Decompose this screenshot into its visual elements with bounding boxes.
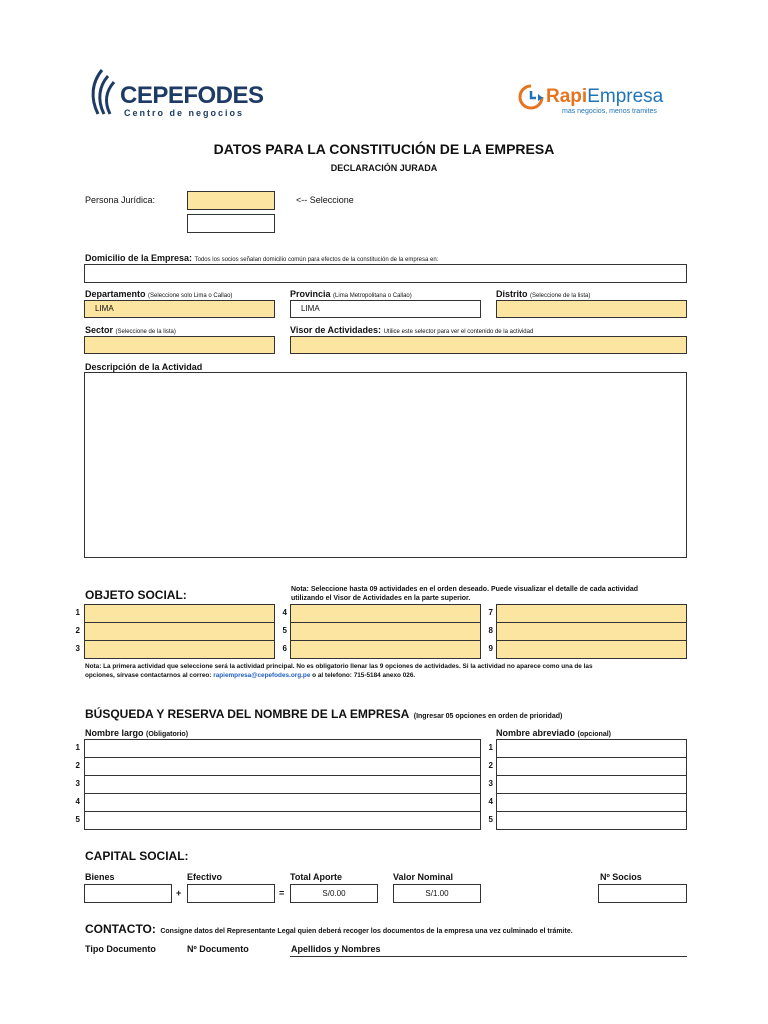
sector-select[interactable] <box>84 336 275 354</box>
busqueda-heading <box>85 705 562 723</box>
bienes-input[interactable] <box>84 884 172 903</box>
nombre-number: 2 <box>488 761 493 770</box>
objeto-actividad-4[interactable] <box>290 604 481 623</box>
efectivo-input[interactable] <box>187 884 275 903</box>
valor-nominal-value: S/1.00 <box>393 884 481 903</box>
contacto-heading-text: CONTACTO: <box>85 922 156 936</box>
rapiempresa-tagline: mas negocios, menos tramites <box>562 108 657 115</box>
provincia-select[interactable]: LIMA <box>290 300 481 318</box>
sector-hint: (Seleccione de la lista) <box>115 329 176 335</box>
nombre-largo-input-5[interactable] <box>84 811 481 830</box>
busqueda-hint: (Ingresar 05 opciones en orden de prioridad) <box>413 713 563 720</box>
objeto-footnote-line-2 <box>85 671 685 680</box>
objeto-actividad-5[interactable] <box>290 622 481 641</box>
visor-hint: Utilice este selector para ver el contenido de la actividad <box>383 329 534 335</box>
persona-juridica-label: Persona Jurídica: <box>85 195 156 205</box>
nombre-number: 1 <box>75 743 80 752</box>
objeto-number: 5 <box>282 626 287 635</box>
domicilio-label-text: Domicilio de la Empresa: <box>85 253 193 263</box>
nombre-largo-input-3[interactable] <box>84 775 481 794</box>
persona-juridica-detail[interactable] <box>187 214 275 233</box>
contacto-divider <box>290 956 687 957</box>
valor-nominal-label: Valor Nominal <box>393 872 454 882</box>
nombre-abreviado-input-3[interactable] <box>496 775 687 794</box>
objeto-actividad-8[interactable] <box>496 622 687 641</box>
nombre-number: 2 <box>75 761 80 770</box>
total-aporte-label: Total Aporte <box>290 872 342 882</box>
capital-social-heading: CAPITAL SOCIAL: <box>85 849 189 863</box>
objeto-actividad-2[interactable] <box>84 622 275 641</box>
nombre-largo-label <box>85 728 188 738</box>
rapiempresa-logo <box>518 82 688 122</box>
persona-juridica-hint: <-- Seleccione <box>296 195 354 205</box>
sector-label-text: Sector <box>85 325 114 335</box>
objeto-footnote-phone: o al telefono: 715-5184 anexo 026. <box>310 672 416 679</box>
total-aporte-value: S/0.00 <box>290 884 378 903</box>
descripcion-label: Descripción de la Actividad <box>85 362 203 372</box>
objeto-actividad-1[interactable] <box>84 604 275 623</box>
objeto-number: 6 <box>282 644 287 653</box>
visor-label-text: Visor de Actividades: <box>290 325 382 335</box>
nombre-abreviado-input-4[interactable] <box>496 793 687 812</box>
nombre-abreviado-input-1[interactable] <box>496 739 687 758</box>
objeto-social-note: Nota: Seleccione hasta 09 actividades en el orden deseado. Puede visualizar el detalle de cada actividad utilizando el Visor de Actividades en la parte superior. <box>291 586 639 602</box>
nombre-number: 5 <box>488 815 493 824</box>
descripcion-textarea[interactable] <box>84 372 687 558</box>
departamento-select[interactable]: LIMA <box>84 300 275 318</box>
empresa-word: Empresa <box>587 86 664 107</box>
objeto-number: 9 <box>488 644 493 653</box>
numero-socios-input[interactable] <box>598 884 687 903</box>
busqueda-heading-text: BÚSQUEDA Y RESERVA DEL NOMBRE DE LA EMPRESA <box>85 707 410 721</box>
visor-label <box>290 325 533 335</box>
bienes-label: Bienes <box>85 872 115 882</box>
nombre-largo-hint: (Obligatorio) <box>146 731 189 738</box>
objeto-number: 7 <box>488 608 493 617</box>
distrito-label-text: Distrito <box>496 289 528 299</box>
objeto-number: 2 <box>75 626 80 635</box>
domicilio-label <box>85 253 438 263</box>
nombre-largo-input-2[interactable] <box>84 757 481 776</box>
distrito-label <box>496 289 590 299</box>
rapiempresa-name <box>546 86 663 108</box>
nombre-abreviado-label-text: Nombre abreviado <box>496 728 576 738</box>
equals-sign: = <box>279 888 285 898</box>
nombre-largo-input-4[interactable] <box>84 793 481 812</box>
nombre-number: 1 <box>488 743 493 752</box>
distrito-select[interactable] <box>496 300 687 318</box>
objeto-footnote <box>85 662 685 680</box>
nombre-abreviado-label <box>496 728 611 738</box>
contact-email-link[interactable]: rapiempresa@cepefodes.org.pe <box>213 672 311 679</box>
nombre-number: 3 <box>488 779 493 788</box>
nombre-number: 5 <box>75 815 80 824</box>
objeto-number: 4 <box>282 608 287 617</box>
nombre-number: 4 <box>488 797 493 806</box>
nombre-abreviado-hint: (opcional) <box>577 731 611 738</box>
provincia-label <box>290 289 412 299</box>
page-title: DATOS PARA LA CONSTITUCIÓN DE LA EMPRESA <box>213 141 555 157</box>
nombre-largo-label-text: Nombre largo <box>85 728 144 738</box>
domicilio-note: Todos los socios señalan domicilio común para efectos de la constitución de la empresa en: <box>194 257 439 263</box>
objeto-number: 8 <box>488 626 493 635</box>
visor-select[interactable] <box>290 336 687 354</box>
rapi-word: Rapi <box>546 86 588 107</box>
page-subtitle: DECLARACIÓN JURADA <box>330 163 438 173</box>
objeto-number: 3 <box>75 644 80 653</box>
objeto-actividad-6[interactable] <box>290 640 481 659</box>
objeto-actividad-7[interactable] <box>496 604 687 623</box>
contacto-note: Consigne datos del Representante Legal quien deberá recoger los documentos de la empresa una vez culminado el trámite. <box>160 928 573 935</box>
apellidos-nombres-label: Apellidos y Nombres <box>291 944 381 954</box>
cepefodes-tagline: Centro de negocios <box>124 108 245 118</box>
departamento-label <box>85 289 232 299</box>
nombre-number: 4 <box>75 797 80 806</box>
provincia-hint: (Lima Metropolitana o Callao) <box>333 293 412 299</box>
objeto-actividad-3[interactable] <box>84 640 275 659</box>
distrito-hint: (Seleccione de la lista) <box>530 293 591 299</box>
objeto-footnote-line-1: Nota: La primera actividad que seleccione será la actividad principal. No es obligatorio llenar las 9 opciones de actividades. Si la actividad no aparece como una de las <box>85 663 593 670</box>
nombre-abreviado-input-5[interactable] <box>496 811 687 830</box>
tipo-documento-label: Tipo Documento <box>85 944 156 954</box>
objeto-social-heading: OBJETO SOCIAL: <box>85 588 187 602</box>
departamento-label-text: Departamento <box>85 289 146 299</box>
nombre-abreviado-input-2[interactable] <box>496 757 687 776</box>
contacto-heading <box>85 920 573 938</box>
domicilio-input[interactable] <box>84 264 687 283</box>
cepefodes-logo <box>86 68 266 120</box>
provincia-label-text: Provincia <box>290 289 331 299</box>
cepefodes-name: CEPEFODES <box>120 82 264 109</box>
objeto-footnote-text: opciones, sírvase contactarnos al correo: <box>85 672 214 679</box>
objeto-actividad-9[interactable] <box>496 640 687 659</box>
sector-label <box>85 325 176 335</box>
nombre-largo-input-1[interactable] <box>84 739 481 758</box>
clock-arrow-icon <box>518 84 544 110</box>
efectivo-label: Efectivo <box>187 872 223 882</box>
persona-juridica-select[interactable] <box>187 191 275 210</box>
numero-documento-label: Nº Documento <box>187 944 249 954</box>
numero-socios-label: Nº Socios <box>600 872 642 882</box>
plus-sign: + <box>176 888 182 898</box>
departamento-hint: (Seleccione solo Lima o Callao) <box>148 293 233 299</box>
objeto-number: 1 <box>75 608 80 617</box>
nombre-number: 3 <box>75 779 80 788</box>
